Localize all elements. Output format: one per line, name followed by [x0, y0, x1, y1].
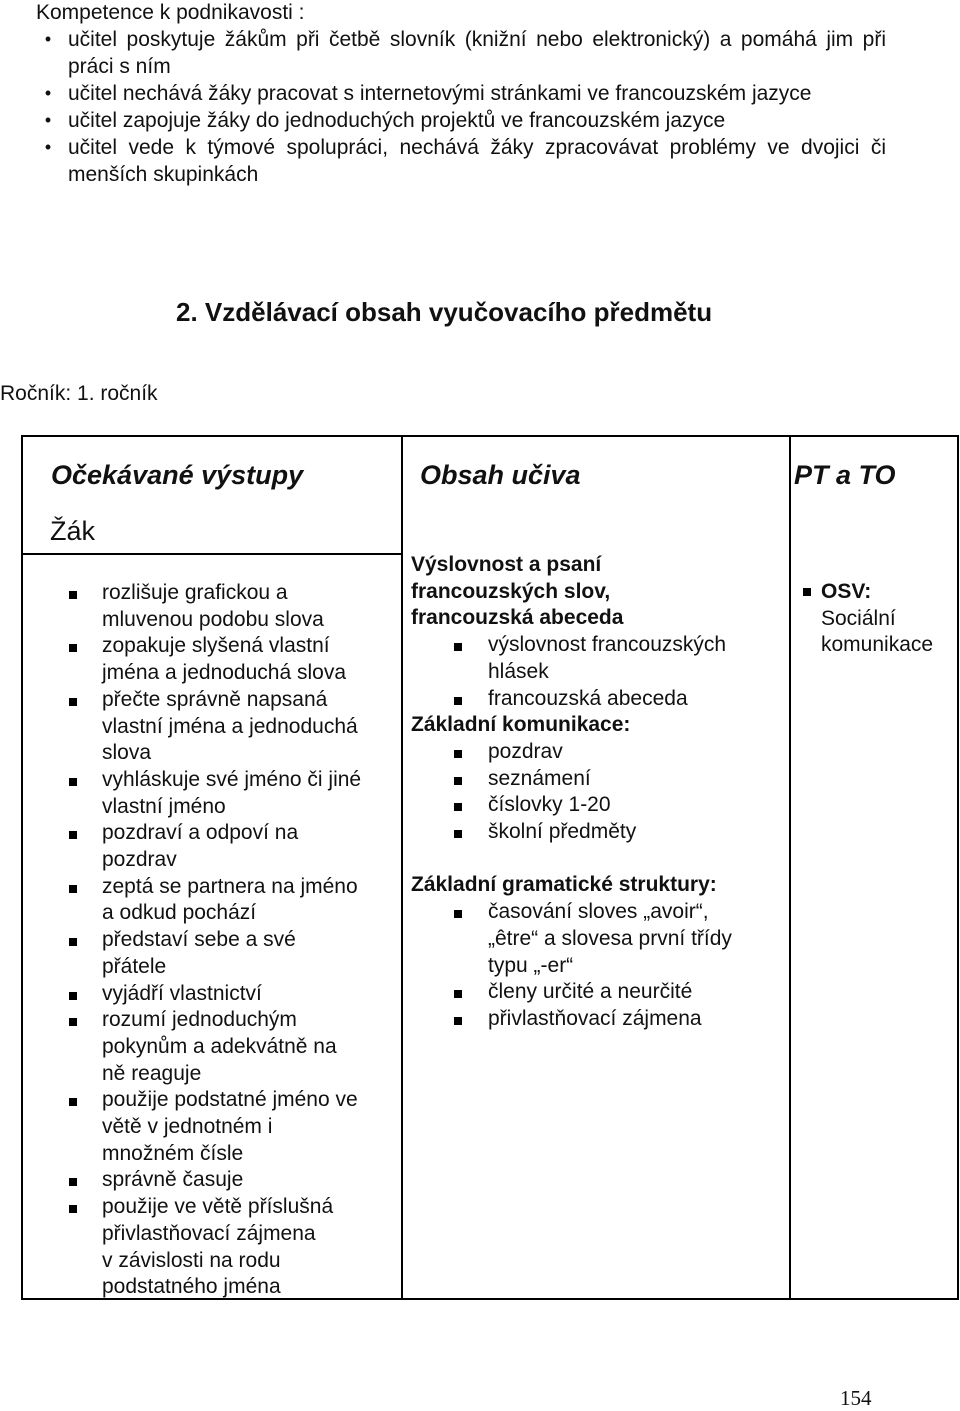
table-row-divider — [23, 553, 401, 555]
square-bullet-icon — [69, 1018, 77, 1026]
content-item — [411, 1006, 791, 1033]
output-line: přivlastňovací zájmena — [102, 1221, 316, 1245]
output-line: podstatného jména — [102, 1275, 281, 1299]
output-item — [67, 820, 367, 873]
content-group-list — [411, 632, 791, 712]
output-item — [67, 580, 367, 633]
square-bullet-icon — [454, 750, 462, 758]
bullet-icon: • — [44, 83, 52, 103]
square-bullet-icon — [454, 1017, 462, 1025]
square-bullet-icon — [803, 588, 811, 596]
content-group-title: Základní gramatické struktury: — [411, 873, 717, 897]
curriculum-table — [21, 435, 959, 1300]
competence-heading: Kompetence k podnikavosti : — [36, 1, 305, 24]
content-line: „être“ a slovesa první třídy — [488, 926, 732, 950]
output-line: množném čísle — [102, 1141, 244, 1165]
pt-column — [801, 579, 960, 659]
competence-item-text: učitel vede k týmové spolupráci, nechává žáky zpracovávat problémy ve dvojici či menších skupinkách — [68, 136, 886, 186]
square-bullet-icon — [454, 910, 462, 918]
output-line: zopakuje slyšená vlastní — [102, 634, 330, 658]
output-item — [67, 767, 367, 820]
square-bullet-icon — [69, 698, 77, 706]
output-line: použije ve větě příslušná — [102, 1195, 334, 1219]
grade-label: Ročník: 1. ročník — [0, 382, 158, 405]
output-line: přečte správně napsaná — [102, 687, 328, 711]
content-item — [411, 686, 791, 713]
content-item — [411, 979, 791, 1006]
content-line: typu „-er“ — [488, 953, 574, 977]
square-bullet-icon — [69, 831, 77, 839]
square-bullet-icon — [454, 777, 462, 785]
content-line: seznámení — [488, 766, 591, 790]
square-bullet-icon — [69, 591, 77, 599]
pt-line: Sociální — [821, 606, 896, 630]
square-bullet-icon — [69, 1178, 77, 1186]
content-line: členy určité a neurčité — [488, 980, 693, 1004]
content-line: pozdrav — [488, 739, 563, 763]
content-item — [411, 766, 791, 793]
square-bullet-icon — [69, 992, 77, 1000]
square-bullet-icon — [454, 830, 462, 838]
output-line: v závislosti na rodu — [102, 1248, 281, 1272]
output-line: pozdrav — [102, 848, 177, 872]
square-bullet-icon — [454, 803, 462, 811]
output-item — [67, 874, 367, 927]
output-line: správně časuje — [102, 1168, 244, 1192]
content-line: číslovky 1-20 — [488, 793, 611, 817]
content-line: přivlastňovací zájmena — [488, 1006, 702, 1030]
square-bullet-icon — [69, 885, 77, 893]
output-line: vlastní jméno — [102, 794, 226, 818]
content-item — [411, 819, 791, 846]
square-bullet-icon — [69, 778, 77, 786]
content-group-list — [411, 739, 791, 846]
content-group-list — [411, 899, 791, 1033]
square-bullet-icon — [69, 1098, 77, 1106]
output-line: použije podstatné jméno ve — [102, 1088, 358, 1112]
table-column-divider — [401, 437, 403, 1298]
output-item — [67, 1007, 367, 1087]
competence-item — [36, 80, 886, 107]
content-line: francouzská abeceda — [488, 686, 688, 710]
output-item — [67, 687, 367, 767]
content-item — [411, 739, 791, 766]
output-line: představí sebe a své — [102, 928, 296, 952]
competence-item-text: učitel poskytuje žákům při četbě slovník (knižní nebo elektronický) a pomáhá jim při práci s ním — [68, 28, 886, 78]
output-item — [67, 1194, 367, 1301]
competence-item — [36, 134, 886, 188]
bullet-icon: • — [44, 137, 52, 157]
content-line: hlásek — [488, 659, 549, 683]
output-line: vyjádří vlastnictví — [102, 981, 262, 1005]
content-header: Obsah učiva — [420, 460, 581, 490]
competence-item — [36, 107, 886, 134]
bullet-icon: • — [44, 29, 52, 49]
content-spacer — [411, 846, 791, 873]
outputs-header: Očekávané výstupy — [51, 460, 304, 490]
square-bullet-icon — [69, 644, 77, 652]
content-item — [411, 792, 791, 819]
square-bullet-icon — [69, 1205, 77, 1213]
square-bullet-icon — [454, 990, 462, 998]
square-bullet-icon — [454, 643, 462, 651]
output-line: pokynům a adekvátně na — [102, 1034, 337, 1058]
pt-header: PT a TO — [794, 460, 896, 490]
bullet-icon: • — [44, 110, 52, 130]
output-item — [67, 1087, 367, 1167]
content-group-title — [411, 552, 791, 632]
output-line: rozumí jednoduchým — [102, 1008, 297, 1032]
output-line: pozdraví a odpoví na — [102, 821, 299, 845]
output-line: a odkud pochází — [102, 901, 257, 925]
output-line: mluvenou podobu slova — [102, 607, 324, 631]
output-line: zeptá se partnera na jméno — [102, 874, 358, 898]
section-title: 2. Vzdělávací obsah vyučovacího předmětu — [176, 297, 713, 327]
content-item — [411, 632, 791, 685]
content-column — [411, 552, 791, 1033]
pt-title: OSV: — [821, 580, 872, 603]
output-item — [67, 927, 367, 980]
output-line: slova — [102, 741, 152, 765]
square-bullet-icon — [69, 938, 77, 946]
competence-item-text: učitel zapojuje žáky do jednoduchých projektů ve francouzském jazyce — [68, 109, 726, 132]
output-item — [67, 981, 367, 1008]
content-line: školní předměty — [488, 820, 637, 844]
output-line: vyhláskuje své jméno či jiné — [102, 767, 362, 791]
content-title-line: Výslovnost a psaní — [411, 553, 602, 576]
content-line: časování sloves „avoir“, — [488, 900, 709, 924]
content-line: výslovnost francouzských — [488, 633, 727, 657]
content-item — [411, 899, 791, 979]
square-bullet-icon — [454, 697, 462, 705]
output-line: přátele — [102, 954, 167, 978]
pt-line: komunikace — [821, 633, 934, 657]
competence-item-text: učitel nechává žáky pracovat s internetovými stránkami ve francouzském jazyce — [68, 82, 812, 105]
content-group-title: Základní komunikace: — [411, 713, 631, 737]
output-item — [67, 1167, 367, 1194]
pt-item — [801, 579, 960, 659]
output-line: ně reaguje — [102, 1061, 202, 1085]
competence-item — [36, 26, 886, 80]
output-item — [67, 633, 367, 686]
content-title-line: francouzská abeceda — [411, 606, 624, 630]
competence-list — [36, 26, 886, 188]
output-line: rozlišuje grafickou a — [102, 581, 288, 604]
page-number: 154 — [840, 1386, 872, 1410]
content-title-line: francouzských slov, — [411, 579, 611, 603]
output-line: větě v jednotném i — [102, 1115, 273, 1139]
pupil-label: Žák — [50, 516, 96, 546]
outputs-list — [67, 580, 367, 1301]
output-line: jména a jednoduchá slova — [102, 661, 347, 685]
output-line: vlastní jména a jednoduchá — [102, 714, 358, 738]
